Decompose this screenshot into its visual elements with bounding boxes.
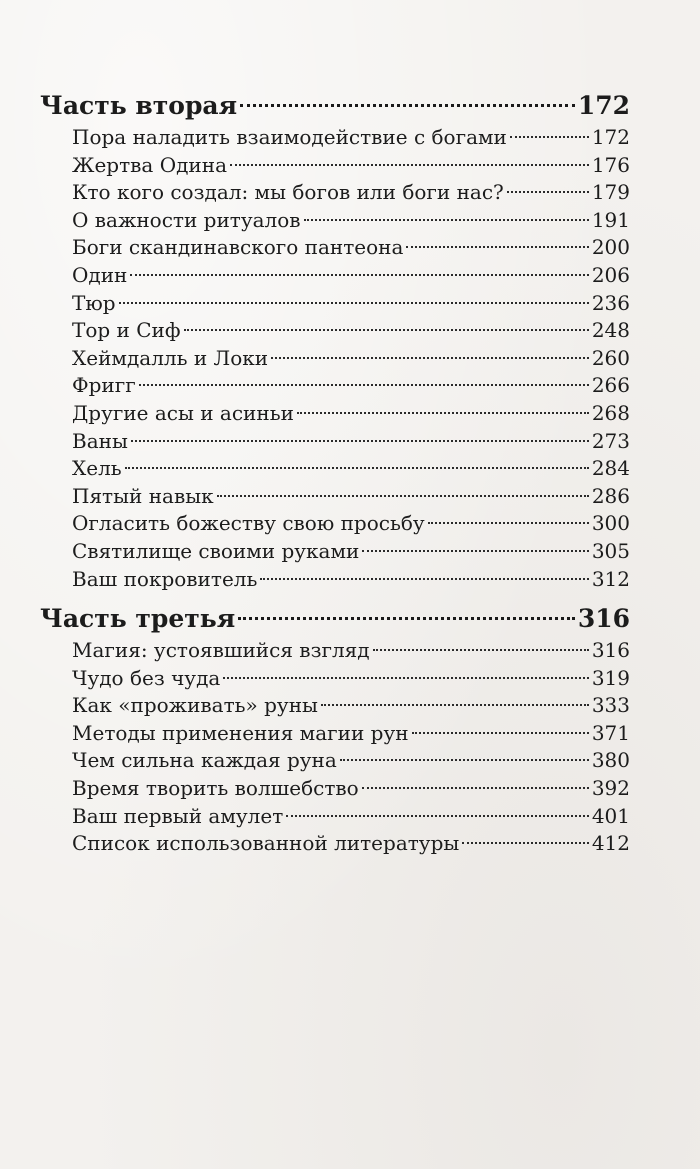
toc-part-three (40, 601, 630, 858)
entry-title: Время творить волшебство (72, 776, 359, 801)
dot-leader (304, 219, 589, 221)
entry-page-number: 266 (591, 373, 630, 398)
dot-leader (297, 412, 589, 414)
entry-title: Хель (72, 456, 122, 481)
entry-page-number: 236 (591, 290, 630, 315)
dot-leader (412, 732, 589, 734)
entry-title: Пятый навык (72, 483, 214, 508)
dot-leader (260, 578, 588, 580)
entry-page-number: 312 (591, 566, 630, 591)
dot-leader (362, 787, 589, 789)
dot-leader (139, 384, 589, 386)
toc-entry (40, 747, 630, 775)
entry-page-number: 284 (591, 456, 630, 481)
toc-entry (40, 372, 630, 400)
dot-leader (373, 649, 589, 651)
entry-title: Кто кого создал: мы богов или боги нас? (72, 180, 504, 205)
dot-leader (321, 704, 589, 706)
toc-entry (40, 775, 630, 803)
entry-page-number: 305 (591, 538, 630, 563)
entry-title: Чудо без чуда (72, 665, 221, 690)
dot-leader (125, 467, 589, 469)
part-title: Часть вторая (40, 91, 238, 120)
toc-entry (40, 262, 630, 290)
part-heading (40, 601, 630, 637)
entry-page-number: 200 (591, 235, 630, 260)
entry-title: Список использованной литературы (72, 831, 460, 856)
dot-leader (230, 164, 589, 166)
toc-entry (40, 317, 630, 345)
toc-entry (40, 803, 630, 831)
toc-entry (40, 510, 630, 538)
part-title: Часть третья (40, 604, 236, 634)
dot-leader (510, 136, 589, 138)
toc-entry (40, 637, 630, 665)
toc-entry (40, 428, 630, 456)
toc-entry (40, 483, 630, 511)
entry-title: Боги скандинавского пантеона (72, 235, 404, 260)
entry-page-number: 179 (591, 180, 630, 205)
entry-title: Как «проживать» руны (72, 693, 318, 718)
entry-page-number: 392 (591, 776, 630, 801)
dot-leader (507, 191, 589, 193)
entry-page-number: 319 (591, 665, 630, 690)
entry-title: Другие асы и асиньи (72, 400, 294, 425)
entry-page-number: 412 (591, 831, 630, 856)
part-spacer (40, 593, 630, 601)
entry-page-number: 206 (591, 262, 630, 287)
toc-entry (40, 207, 630, 235)
toc-entry (40, 124, 630, 152)
entry-page-number: 401 (591, 803, 630, 828)
dot-leader (340, 759, 589, 761)
toc-entry (40, 538, 630, 566)
dot-leader (271, 357, 589, 359)
entry-title: Методы применения магии рун (72, 720, 409, 745)
toc-entry (40, 179, 630, 207)
toc-entry (40, 455, 630, 483)
entry-title: Ваны (72, 428, 128, 453)
entry-title: Жертва Одина (72, 152, 228, 177)
part-heading (40, 88, 630, 124)
entry-title: Хеймдалль и Локи (72, 345, 269, 370)
dot-leader (406, 246, 588, 248)
entry-page-number: 333 (591, 693, 630, 718)
toc-entry (40, 566, 630, 594)
dot-leader (428, 522, 589, 524)
entry-page-number: 172 (591, 125, 630, 149)
toc-entry (40, 692, 630, 720)
entry-page-number: 286 (591, 483, 630, 508)
dot-leader (362, 550, 588, 552)
entry-title: Фригг (72, 373, 136, 398)
dot-leader (131, 440, 589, 442)
toc-entry (40, 720, 630, 748)
entry-title: Огласить божеству свою просьбу (72, 511, 425, 536)
toc-entry (40, 234, 630, 262)
entry-title: Святилище своими руками (72, 538, 360, 563)
entry-title: Чем сильна каждая руна (72, 748, 337, 773)
part-page-number: 316 (577, 604, 630, 634)
entry-page-number: 176 (591, 152, 630, 177)
entry-page-number: 380 (591, 748, 630, 773)
part-page-number: 172 (577, 91, 630, 120)
entry-page-number: 248 (591, 318, 630, 343)
entry-page-number: 191 (591, 207, 630, 232)
toc-part-two (40, 88, 630, 593)
dot-leader (238, 617, 575, 620)
entry-title: Тюр (72, 290, 116, 315)
entry-title: Тор и Сиф (72, 318, 181, 343)
dot-leader (119, 302, 589, 304)
dot-leader (286, 815, 589, 817)
dot-leader (240, 104, 575, 107)
dot-leader (223, 677, 589, 679)
entry-page-number: 268 (591, 400, 630, 425)
entry-title: Ваш покровитель (72, 566, 258, 591)
entry-page-number: 260 (591, 345, 630, 370)
entry-page-number: 371 (591, 720, 630, 745)
toc-entry (40, 665, 630, 693)
dot-leader (184, 329, 589, 331)
entry-page-number: 300 (591, 511, 630, 536)
entry-page-number: 316 (591, 638, 630, 663)
toc-entry (40, 830, 630, 858)
entry-title: Пора наладить взаимодействие с богами (72, 125, 507, 149)
toc-entry (40, 152, 630, 180)
entry-title: Ваш первый амулет (72, 803, 284, 828)
dot-leader (462, 842, 589, 844)
toc-entry (40, 290, 630, 318)
dot-leader (130, 274, 588, 276)
entry-title: Один (72, 262, 128, 287)
entry-title: О важности ритуалов (72, 207, 301, 232)
toc-entry (40, 345, 630, 373)
entry-page-number: 273 (591, 428, 630, 453)
table-of-contents (40, 88, 630, 858)
dot-leader (217, 495, 589, 497)
toc-entry (40, 400, 630, 428)
entry-title: Магия: устоявшийся взгляд (72, 638, 370, 663)
